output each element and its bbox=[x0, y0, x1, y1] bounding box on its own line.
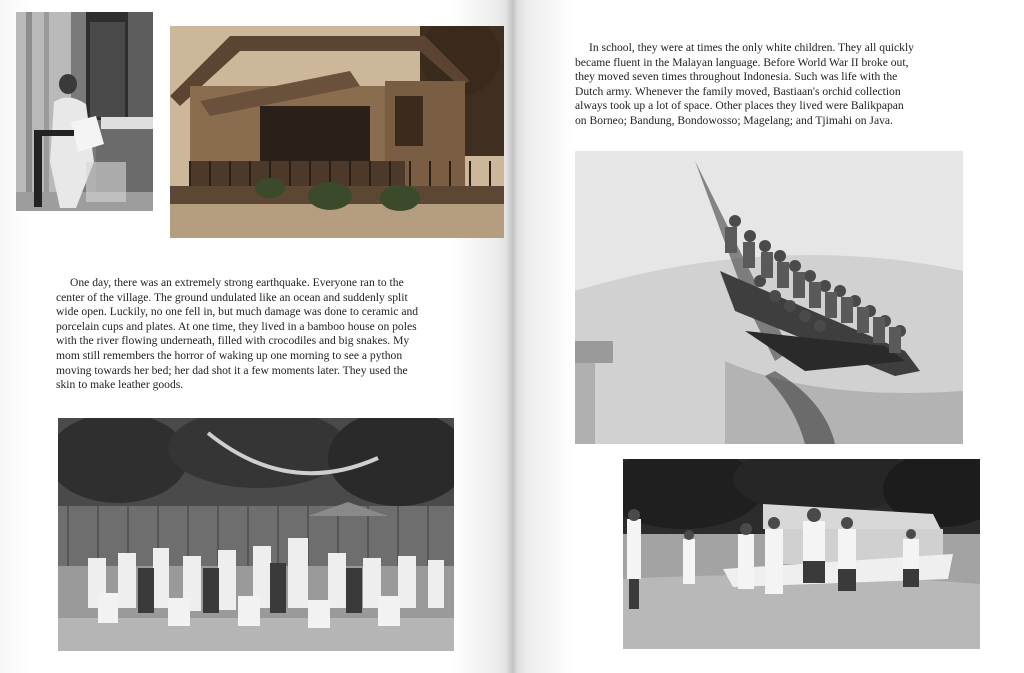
photo-soldiers-boats bbox=[575, 151, 963, 444]
photo-wading-covered-boat bbox=[623, 459, 980, 649]
left-paragraph-line: moving towards her bed; her dad shot it a few moments later. They used the bbox=[56, 363, 408, 377]
left-paragraph-line: center of the village. The ground undulated like an ocean and suddenly split bbox=[56, 290, 408, 304]
left-paragraph-line: skin to make leather goods. bbox=[56, 378, 184, 392]
right-paragraph-line: on Borneo; Bandung, Bondowosso; Magelang; and Tjimahi on Java. bbox=[575, 113, 893, 127]
photo-woman-reading-porch bbox=[16, 12, 153, 211]
left-paragraph-line: with the river flowing underneath, filled with crocodiles and big snakes. My bbox=[56, 334, 410, 348]
photo-sepia-house bbox=[170, 26, 504, 238]
right-paragraph-line: became fluent in the Malayan language. Before World War II broke out, bbox=[575, 55, 909, 69]
left-paragraph-line: porcelain cups and plates. At one time, they lived in a bamboo house on poles bbox=[56, 319, 417, 333]
left-paragraph-line: One day, there was an extremely strong earthquake. Everyone ran to the bbox=[70, 276, 404, 289]
right-paragraph-line: Dutch army. Whenever the family moved, Bastiaan's orchid collection bbox=[575, 84, 901, 98]
left-paragraph-line: wide open. Luckily, no one fell in, but much damage was done to ceramic and bbox=[56, 305, 419, 319]
photo-village-group bbox=[58, 418, 454, 651]
left-paragraph bbox=[56, 276, 456, 393]
right-paragraph bbox=[575, 41, 967, 129]
book-gutter bbox=[506, 0, 518, 673]
right-paragraph-line: In school, they were at times the only white children. They all quickly bbox=[589, 41, 914, 54]
left-paragraph-line: mom still remembers the horror of waking up one morning to see a python bbox=[56, 348, 403, 362]
right-paragraph-line: always took up a lot of space. Other places they lived were Balikpapan bbox=[575, 99, 904, 113]
right-paragraph-line: they moved seven times throughout Indonesia. Such was life with the bbox=[575, 70, 898, 84]
